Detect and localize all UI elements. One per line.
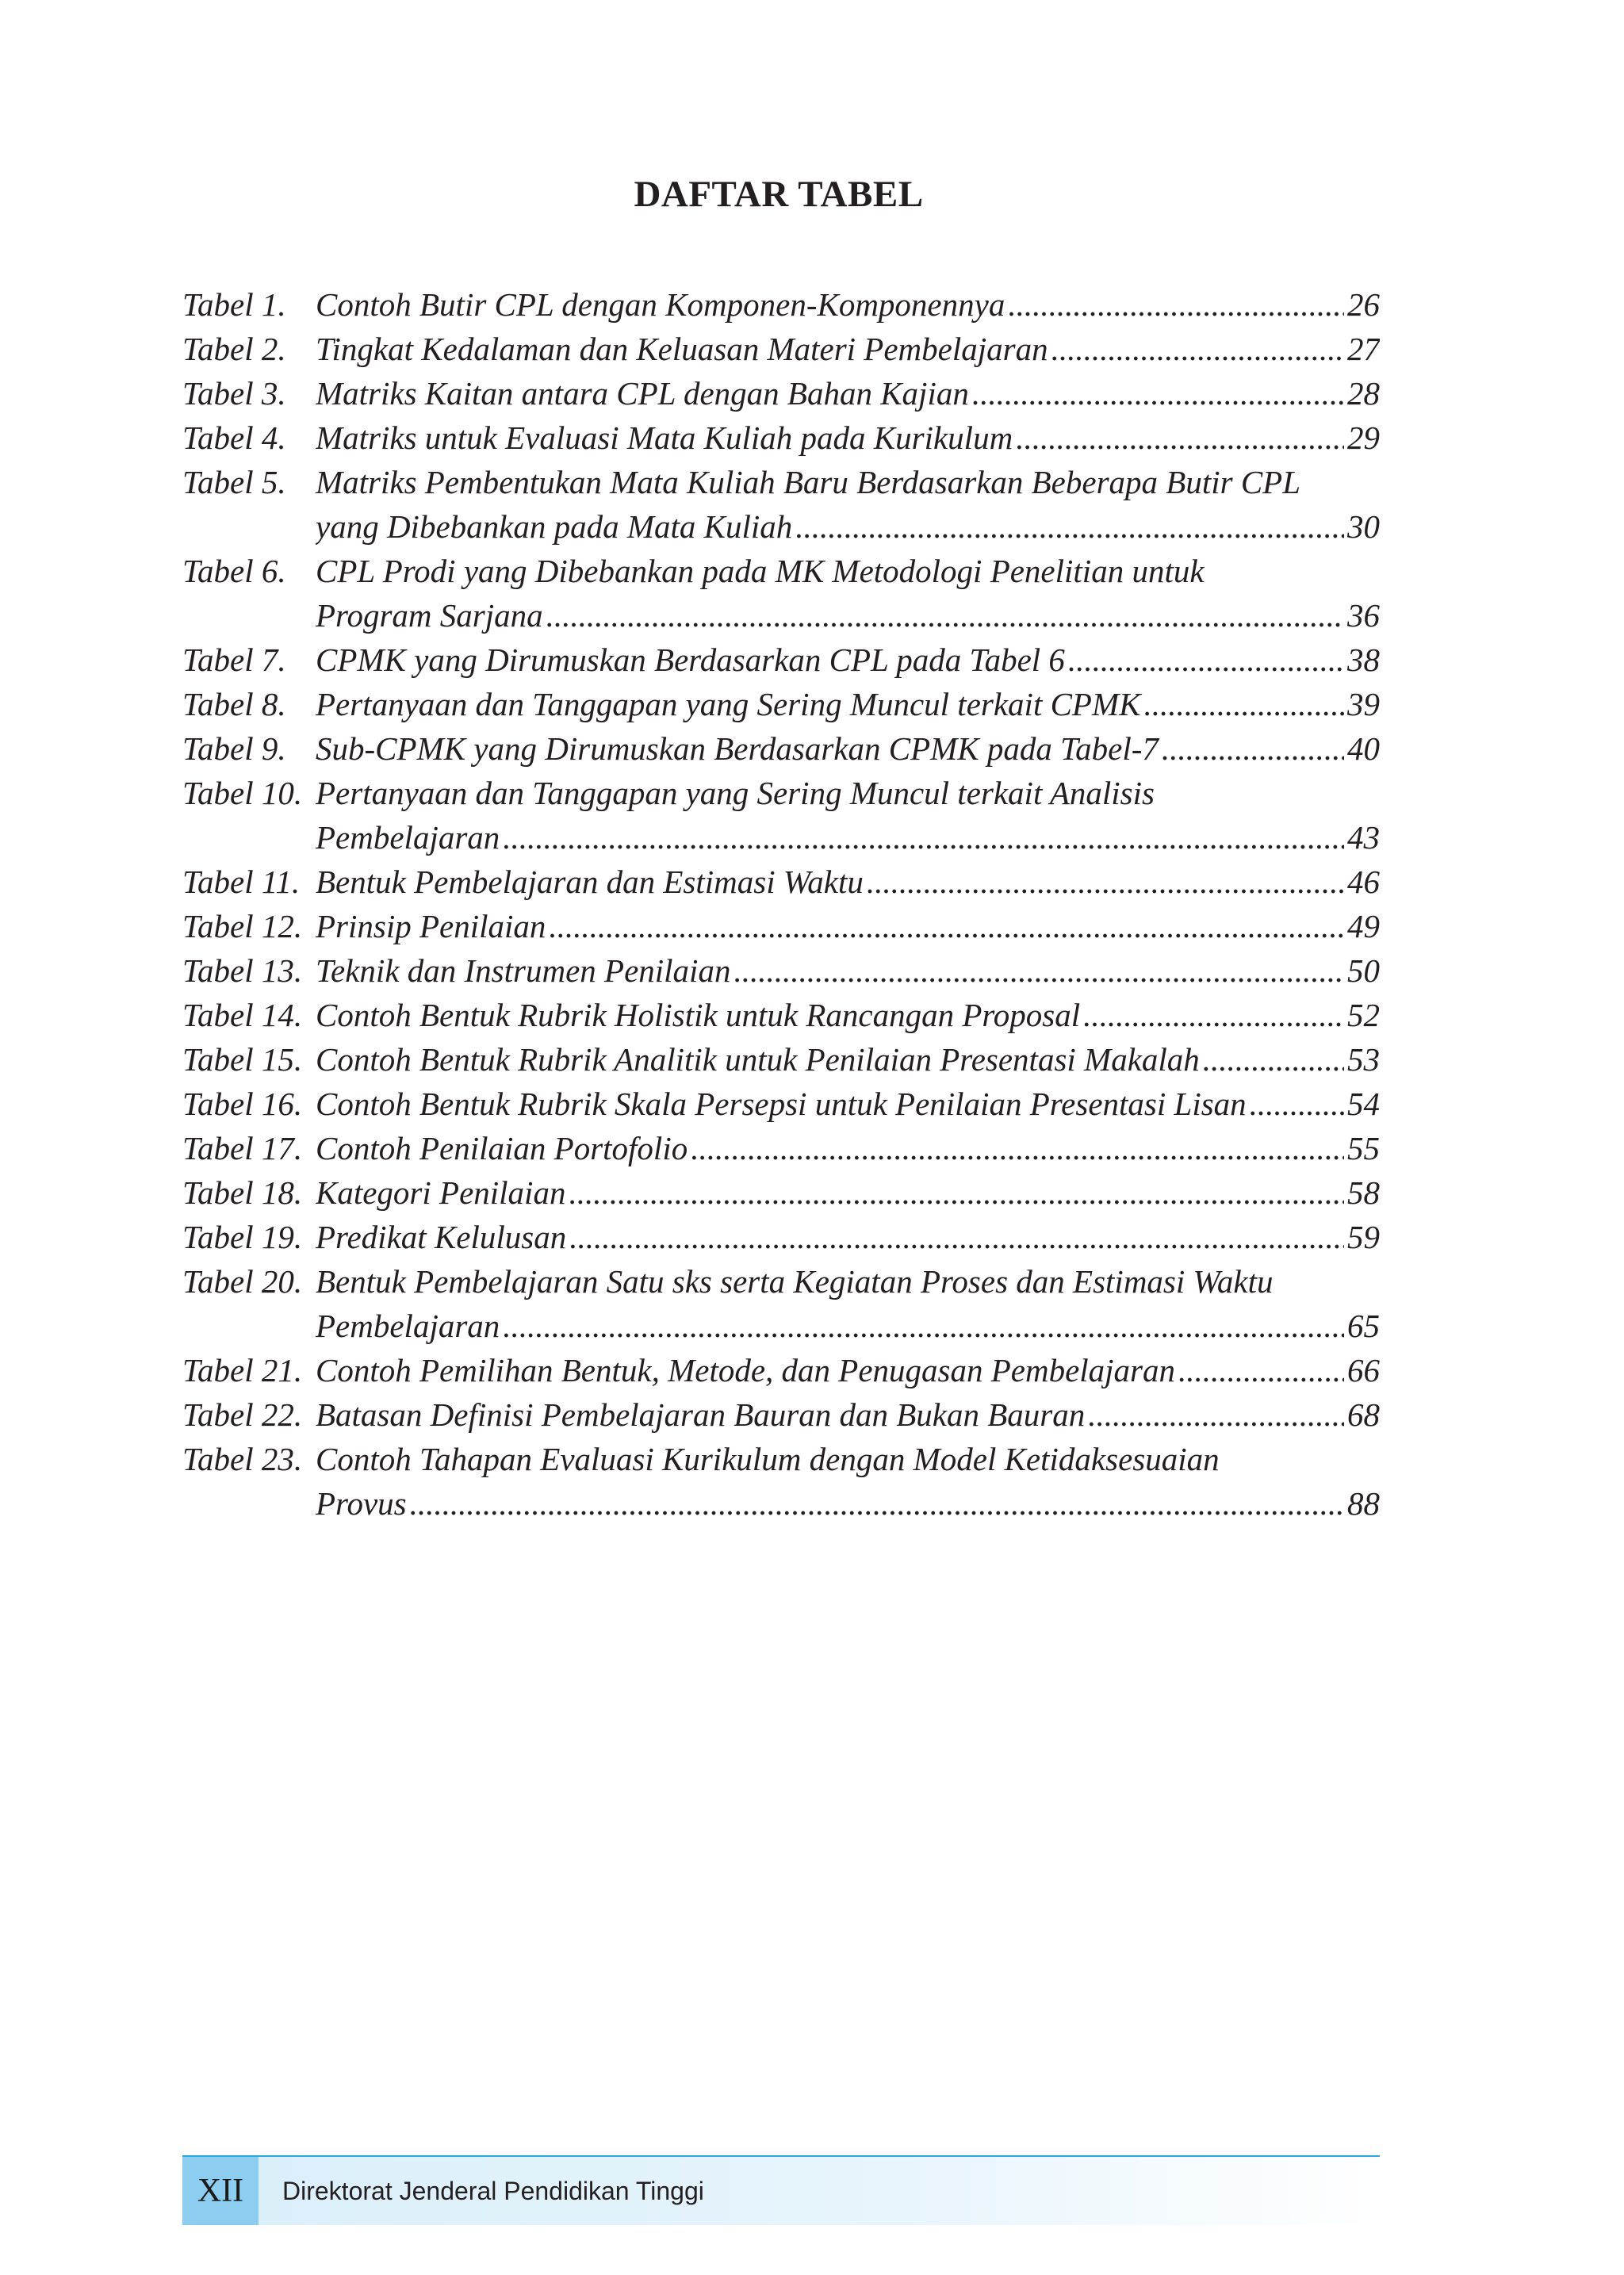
toc-entry-body (316, 638, 1380, 682)
toc-entry (182, 726, 1380, 771)
toc-entry-body (316, 682, 1380, 726)
toc-entry (182, 993, 1380, 1037)
toc-entry (182, 282, 1380, 327)
toc-entry-title-line: Contoh Penilaian Portofolio (316, 1130, 688, 1166)
toc-entry-body (316, 1082, 1380, 1126)
toc-entry (182, 1392, 1380, 1437)
toc-entry-last-line (316, 1481, 1380, 1526)
dot-leader (972, 371, 1344, 416)
toc-entry-number: Tabel 20. (182, 1263, 303, 1300)
toc-entry-body (316, 904, 1380, 948)
toc-entry-last-line (316, 638, 1380, 682)
toc-entry-title-line: Contoh Tahapan Evaluasi Kurikulum dengan Model Ketidaksesuaian (316, 1441, 1220, 1477)
toc-entry-title-line: Bentuk Pembelajaran dan Estimasi Waktu (316, 864, 864, 900)
toc-entry-page-number: 27 (1347, 331, 1380, 367)
toc-entry-title-line: Matriks Pembentukan Mata Kuliah Baru Berdasarkan Beberapa Butir CPL (316, 464, 1301, 500)
toc-entry (182, 860, 1380, 904)
toc-entry-number: Tabel 22. (182, 1396, 303, 1433)
toc-entry-title-line: Provus (316, 1485, 407, 1522)
toc-entry-number: Tabel 7. (182, 642, 286, 678)
toc-entry (182, 1126, 1380, 1170)
toc-entry-title-line: Predikat Kelulusan (316, 1219, 567, 1255)
toc-entry-last-line (316, 282, 1380, 327)
toc-entry-number: Tabel 1. (182, 286, 286, 323)
toc-entry-body (316, 282, 1380, 327)
toc-entry (182, 1082, 1380, 1126)
toc-entry-page-number: 49 (1347, 908, 1380, 944)
toc-entry-page-number: 58 (1347, 1174, 1380, 1211)
toc-entry-body (316, 1348, 1380, 1392)
toc-entry-title-line: Contoh Bentuk Rubrik Holistik untuk Rancangan Proposal (316, 997, 1081, 1033)
toc-entry-title-line: CPL Prodi yang Dibebankan pada MK Metodologi Penelitian untuk (316, 553, 1205, 589)
table-of-tables (182, 282, 1380, 1526)
dot-leader (569, 1170, 1344, 1215)
toc-entry-page-number: 65 (1347, 1308, 1380, 1344)
toc-entry-body (316, 993, 1380, 1037)
toc-entry-title-line: Bentuk Pembelajaran Satu sks serta Kegiatan Proses dan Estimasi Waktu (316, 1263, 1274, 1300)
toc-entry-number: Tabel 19. (182, 1219, 303, 1255)
toc-entry-last-line (316, 1348, 1380, 1392)
footer-page-number: XII (182, 2157, 259, 2225)
toc-entry-title-line: Pembelajaran (316, 819, 500, 856)
toc-entry-number: Tabel 13. (182, 952, 303, 989)
toc-entry-last-line (316, 682, 1380, 726)
toc-entry (182, 1348, 1380, 1392)
toc-entry-page-number: 36 (1347, 597, 1380, 634)
toc-entry-number: Tabel 9. (182, 730, 286, 767)
toc-entry-last-line (316, 904, 1380, 948)
toc-entry-title-line: Pembelajaran (316, 1308, 500, 1344)
toc-entry-page-number: 30 (1347, 508, 1380, 545)
toc-entry (182, 682, 1380, 726)
toc-entry-number: Tabel 17. (182, 1130, 303, 1166)
toc-entry-body (316, 371, 1380, 416)
toc-entry-number: Tabel 8. (182, 686, 286, 722)
toc-entry-page-number: 40 (1347, 730, 1380, 767)
toc-entry-title-line: Program Sarjana (316, 597, 543, 634)
toc-entry-title-line: Sub-CPMK yang Dirumuskan Berdasarkan CPMK pada Tabel-7 (316, 730, 1159, 767)
toc-entry (182, 1215, 1380, 1259)
toc-entry-number: Tabel 21. (182, 1352, 303, 1388)
toc-entry-title-line: Pertanyaan dan Tanggapan yang Sering Muncul terkait Analisis (316, 775, 1155, 811)
toc-entry-body (316, 416, 1380, 460)
toc-entry-page-number: 88 (1347, 1485, 1380, 1522)
toc-entry-last-line (316, 1392, 1380, 1437)
dot-leader (1083, 993, 1344, 1037)
toc-entry-body (316, 948, 1380, 993)
toc-entry-body (316, 327, 1380, 371)
toc-entry-last-line (316, 504, 1380, 549)
toc-entry (182, 460, 1380, 549)
toc-entry (182, 948, 1380, 993)
toc-entry-body (316, 460, 1380, 549)
toc-entry-title-line: Matriks untuk Evaluasi Mata Kuliah pada Kurikulum (316, 419, 1013, 456)
toc-entry-page-number: 50 (1347, 952, 1380, 989)
toc-entry-body (316, 726, 1380, 771)
toc-entry-last-line (316, 726, 1380, 771)
dot-leader (1250, 1082, 1344, 1126)
dot-leader (1088, 1392, 1344, 1437)
toc-entry-page-number: 59 (1347, 1219, 1380, 1255)
dot-leader (867, 860, 1344, 904)
toc-entry (182, 1170, 1380, 1215)
toc-entry-last-line (316, 993, 1380, 1037)
dot-leader (549, 904, 1344, 948)
toc-entry-title-line: Prinsip Penilaian (316, 908, 546, 944)
toc-entry-body (316, 860, 1380, 904)
toc-entry-title-line: Contoh Bentuk Rubrik Skala Persepsi untuk Penilaian Presentasi Lisan (316, 1086, 1247, 1122)
toc-entry-body (316, 549, 1380, 638)
page-title: DAFTAR TABEL (634, 174, 924, 215)
toc-entry-title-line: Kategori Penilaian (316, 1174, 566, 1211)
toc-entry-body (316, 1126, 1380, 1170)
toc-entry-number: Tabel 3. (182, 375, 286, 412)
toc-entry-body (316, 1215, 1380, 1259)
dot-leader (733, 948, 1344, 993)
toc-entry-number: Tabel 11. (182, 864, 301, 900)
toc-entry (182, 371, 1380, 416)
toc-entry-number: Tabel 23. (182, 1441, 303, 1477)
toc-entry-last-line (316, 1215, 1380, 1259)
toc-entry-last-line (316, 371, 1380, 416)
dot-leader (691, 1126, 1344, 1170)
toc-entry-number: Tabel 4. (182, 419, 286, 456)
toc-entry-number: Tabel 15. (182, 1041, 303, 1078)
toc-entry-number: Tabel 2. (182, 331, 286, 367)
dot-leader (1203, 1037, 1344, 1082)
toc-entry-last-line (316, 948, 1380, 993)
toc-entry-page-number: 28 (1347, 375, 1380, 412)
toc-entry (182, 327, 1380, 371)
toc-entry-number: Tabel 5. (182, 464, 286, 500)
toc-entry-title-line: Pertanyaan dan Tanggapan yang Sering Muncul terkait CPMK (316, 686, 1141, 722)
toc-entry (182, 771, 1380, 860)
toc-entry-last-line (316, 860, 1380, 904)
toc-entry-last-line (316, 1082, 1380, 1126)
toc-entry-last-line (316, 1170, 1380, 1215)
toc-entry-number: Tabel 10. (182, 775, 303, 811)
dot-leader (1162, 726, 1344, 771)
toc-entry-last-line (316, 1037, 1380, 1082)
toc-entry-page-number: 66 (1347, 1352, 1380, 1388)
toc-entry-title-line: Contoh Butir CPL dengan Komponen-Komponennya (316, 286, 1005, 323)
toc-entry-page-number: 29 (1347, 419, 1380, 456)
toc-entry-page-number: 46 (1347, 864, 1380, 900)
toc-entry-body (316, 1170, 1380, 1215)
toc-entry-last-line (316, 416, 1380, 460)
toc-entry-last-line (316, 593, 1380, 638)
dot-leader (1178, 1348, 1344, 1392)
toc-entry (182, 1259, 1380, 1348)
dot-leader (1008, 282, 1344, 327)
toc-entry-page-number: 38 (1347, 642, 1380, 678)
toc-entry-number: Tabel 18. (182, 1174, 303, 1211)
toc-entry-page-number: 39 (1347, 686, 1380, 722)
toc-entry-title-line: yang Dibebankan pada Mata Kuliah (316, 508, 793, 545)
toc-entry-page-number: 54 (1347, 1086, 1380, 1122)
dot-leader (569, 1215, 1344, 1259)
toc-entry (182, 1037, 1380, 1082)
toc-entry (182, 904, 1380, 948)
toc-entry-last-line (316, 1126, 1380, 1170)
toc-entry-body (316, 1037, 1380, 1082)
toc-entry-title-line: Batasan Definisi Pembelajaran Bauran dan Bukan Bauran (316, 1396, 1086, 1433)
footer-label: Direktorat Jenderal Pendidikan Tinggi (282, 2176, 704, 2205)
toc-entry-page-number: 52 (1347, 997, 1380, 1033)
toc-entry (182, 549, 1380, 638)
dot-leader (1068, 638, 1344, 682)
toc-entry (182, 638, 1380, 682)
toc-entry-body (316, 1259, 1380, 1348)
toc-entry-title-line: Teknik dan Instrumen Penilaian (316, 952, 731, 989)
dot-leader (1143, 682, 1344, 726)
toc-entry-body (316, 771, 1380, 860)
toc-entry-last-line (316, 815, 1380, 860)
dot-leader (795, 504, 1344, 549)
toc-entry-page-number: 26 (1347, 286, 1380, 323)
toc-entry-title-line: Contoh Bentuk Rubrik Analitik untuk Penilaian Presentasi Makalah (316, 1041, 1200, 1078)
dot-leader (503, 815, 1344, 860)
toc-entry-number: Tabel 14. (182, 997, 303, 1033)
dot-leader (410, 1481, 1344, 1526)
dot-leader (1016, 416, 1344, 460)
toc-entry-title-line: Tingkat Kedalaman dan Keluasan Materi Pembelajaran (316, 331, 1048, 367)
dot-leader (1051, 327, 1344, 371)
toc-entry (182, 416, 1380, 460)
dot-leader (503, 1304, 1344, 1348)
toc-entry-body (316, 1392, 1380, 1437)
toc-entry-page-number: 55 (1347, 1130, 1380, 1166)
toc-entry-number: Tabel 12. (182, 908, 303, 944)
toc-entry-number: Tabel 16. (182, 1086, 303, 1122)
toc-entry-title-line: Contoh Pemilihan Bentuk, Metode, dan Penugasan Pembelajaran (316, 1352, 1176, 1388)
toc-entry-title-line: CPMK yang Dirumuskan Berdasarkan CPL pada Tabel 6 (316, 642, 1065, 678)
toc-entry-page-number: 43 (1347, 819, 1380, 856)
toc-entry-title-line: Matriks Kaitan antara CPL dengan Bahan Kajian (316, 375, 969, 412)
toc-entry-page-number: 68 (1347, 1396, 1380, 1433)
toc-entry-page-number: 53 (1347, 1041, 1380, 1078)
toc-entry-number: Tabel 6. (182, 553, 286, 589)
dot-leader (546, 593, 1344, 638)
toc-entry-body (316, 1437, 1380, 1526)
toc-entry-last-line (316, 327, 1380, 371)
toc-entry (182, 1437, 1380, 1526)
toc-entry-last-line (316, 1304, 1380, 1348)
